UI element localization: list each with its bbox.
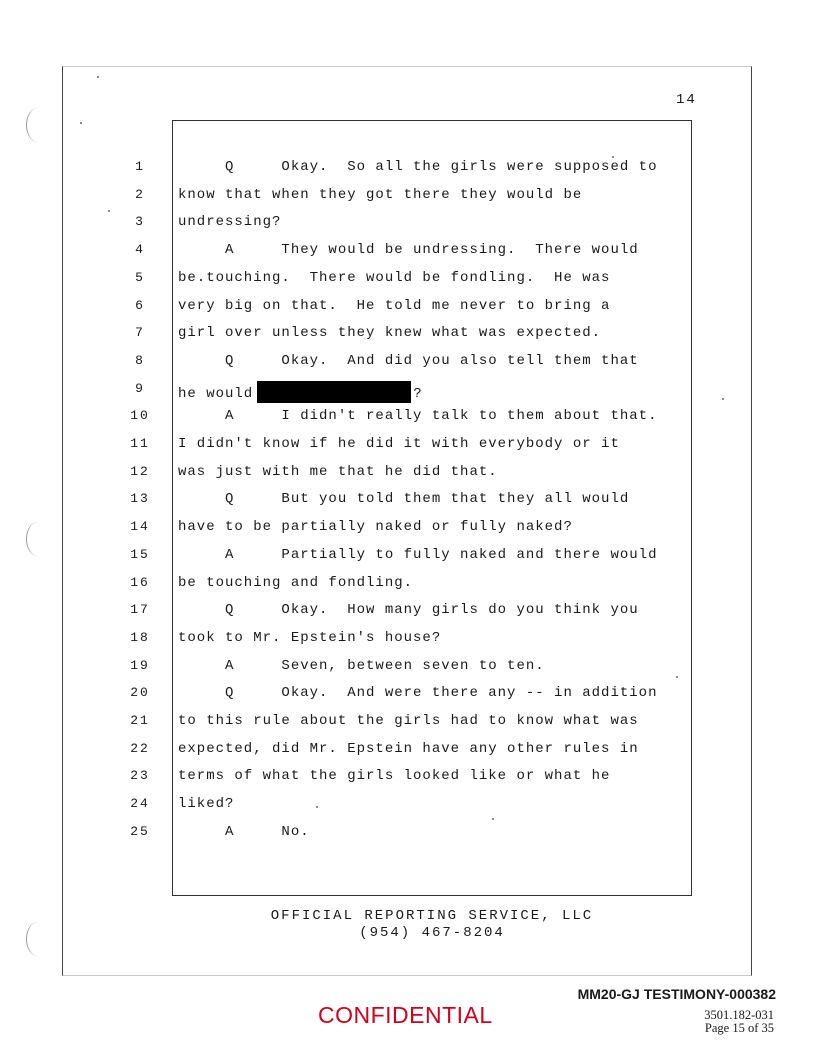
line-text-content: Q Okay. And did you also tell them that bbox=[178, 352, 639, 369]
line-text-content: terms of what the girls looked like or what he bbox=[178, 768, 611, 785]
transcript-line bbox=[0, 214, 760, 238]
line-number: 17 bbox=[130, 602, 150, 618]
line-text-content: Q Okay. And were there any -- in addition bbox=[178, 685, 658, 702]
line-number: 4 bbox=[135, 242, 145, 258]
transcript-line bbox=[0, 685, 760, 709]
line-number: 6 bbox=[135, 297, 145, 313]
line-text bbox=[178, 381, 423, 403]
line-number: 15 bbox=[130, 546, 150, 562]
page-number: 14 bbox=[676, 92, 697, 108]
line-text bbox=[178, 436, 620, 452]
document-id: 3501.182-031 bbox=[704, 1008, 774, 1022]
transcript-line bbox=[0, 325, 760, 349]
line-text-content: very big on that. He told me never to bring a bbox=[178, 297, 611, 314]
line-number: 25 bbox=[130, 823, 150, 839]
line-number: 12 bbox=[130, 463, 150, 479]
line-text-content: Q But you told them that they all would bbox=[178, 491, 630, 508]
line-text-after-redaction: ? bbox=[413, 385, 423, 402]
transcript-line bbox=[0, 270, 760, 294]
line-text-content: A I didn't really talk to them about that. bbox=[178, 408, 658, 425]
line-text bbox=[178, 658, 545, 674]
transcript-line bbox=[0, 741, 760, 765]
line-number: 10 bbox=[130, 408, 150, 424]
transcript-line bbox=[0, 519, 760, 543]
line-text-content: A Seven, between seven to ten. bbox=[178, 657, 545, 674]
line-text-content: A Partially to fully naked and there would bbox=[178, 546, 658, 563]
transcript-line bbox=[0, 575, 760, 599]
line-number: 13 bbox=[130, 491, 150, 507]
transcript-line bbox=[0, 713, 760, 737]
line-text bbox=[178, 325, 601, 341]
page-of-total: Page 15 of 35 bbox=[704, 1021, 774, 1035]
line-number: 1 bbox=[135, 159, 145, 174]
transcript-line bbox=[0, 768, 760, 792]
transcript-line bbox=[0, 658, 760, 682]
confidential-stamp: CONFIDENTIAL bbox=[318, 1002, 493, 1028]
document-reference bbox=[704, 1009, 774, 1035]
line-text bbox=[178, 547, 657, 563]
line-text bbox=[178, 630, 441, 646]
line-text bbox=[178, 713, 639, 729]
line-text bbox=[178, 298, 610, 314]
line-number: 19 bbox=[130, 657, 150, 673]
line-text-content: A They would be undressing. There would bbox=[178, 242, 639, 259]
transcript-line bbox=[0, 436, 760, 460]
line-text bbox=[178, 602, 639, 618]
binder-hole-bottom bbox=[26, 922, 49, 956]
line-number: 2 bbox=[135, 186, 145, 202]
bates-number: MM20-GJ TESTIMONY-000382 bbox=[577, 986, 776, 1002]
transcript-line bbox=[0, 796, 760, 820]
line-number: 21 bbox=[130, 713, 150, 728]
transcript-line bbox=[0, 491, 760, 515]
line-number: 3 bbox=[135, 214, 145, 230]
line-text-content: undressing? bbox=[178, 214, 282, 231]
line-number: 7 bbox=[135, 325, 145, 341]
line-text-content: expected, did Mr. Epstein have any other rules in bbox=[178, 740, 639, 757]
line-number: 18 bbox=[130, 629, 150, 645]
line-number: 24 bbox=[130, 796, 150, 812]
line-text-content: Q Okay. How many girls do you think you bbox=[178, 602, 639, 619]
line-text bbox=[178, 768, 610, 784]
line-text bbox=[178, 824, 310, 840]
transcript-line bbox=[0, 187, 760, 211]
line-text-content: to this rule about the girls had to know what was bbox=[178, 713, 639, 729]
line-text bbox=[178, 242, 639, 258]
line-text bbox=[178, 353, 639, 369]
line-text-content: liked? bbox=[178, 796, 235, 813]
transcript-line bbox=[0, 824, 760, 848]
transcript-line bbox=[0, 630, 760, 654]
line-number: 16 bbox=[130, 574, 150, 590]
line-text bbox=[178, 796, 234, 812]
line-text bbox=[178, 270, 610, 286]
transcript-line bbox=[0, 242, 760, 266]
line-text-content: girl over unless they knew what was expected. bbox=[178, 325, 602, 342]
line-text-content: be touching and fondling. bbox=[178, 574, 414, 591]
line-number: 11 bbox=[130, 436, 150, 451]
transcript-line bbox=[0, 408, 760, 432]
binder-hole-top bbox=[26, 108, 49, 142]
transcript-line bbox=[0, 159, 760, 183]
line-text-content: he would bbox=[178, 385, 254, 402]
line-text bbox=[178, 491, 629, 507]
line-text-content: Q Okay. So all the girls were supposed to bbox=[178, 159, 658, 175]
transcript-line bbox=[0, 353, 760, 377]
line-text bbox=[178, 519, 573, 535]
line-number: 8 bbox=[135, 352, 145, 368]
line-text bbox=[178, 575, 413, 591]
line-text bbox=[178, 464, 498, 480]
line-text-content: I didn't know if he did it with everybody or it bbox=[178, 436, 620, 452]
line-number: 14 bbox=[130, 519, 150, 535]
line-text bbox=[178, 159, 657, 175]
line-text bbox=[178, 741, 639, 757]
line-text-content: A No. bbox=[178, 823, 310, 840]
line-text-content: took to Mr. Epstein's house? bbox=[178, 629, 442, 646]
line-text bbox=[178, 408, 657, 424]
line-text bbox=[178, 685, 657, 701]
reporter-phone: (954) 467-8204 bbox=[359, 925, 505, 941]
transcript-line bbox=[0, 602, 760, 626]
line-number: 22 bbox=[130, 740, 150, 756]
line-text-content: have to be partially naked or fully naked? bbox=[178, 519, 573, 536]
line-text-content: know that when they got there they would be bbox=[178, 186, 583, 203]
line-text bbox=[178, 187, 582, 203]
line-text bbox=[178, 214, 281, 230]
reporter-footer bbox=[172, 908, 692, 942]
transcript-line bbox=[0, 298, 760, 322]
transcript-line bbox=[0, 464, 760, 488]
transcript-line bbox=[0, 381, 760, 405]
redaction-block bbox=[257, 381, 411, 403]
line-number: 5 bbox=[135, 269, 145, 285]
transcript-line bbox=[0, 547, 760, 571]
line-number: 23 bbox=[130, 768, 150, 784]
line-text-content: be.touching. There would be fondling. He was bbox=[178, 269, 611, 286]
line-number: 20 bbox=[130, 685, 150, 701]
line-number: 9 bbox=[135, 380, 145, 396]
reporter-name: OFFICIAL REPORTING SERVICE, LLC bbox=[270, 908, 594, 924]
line-text-content: was just with me that he did that. bbox=[178, 463, 498, 480]
